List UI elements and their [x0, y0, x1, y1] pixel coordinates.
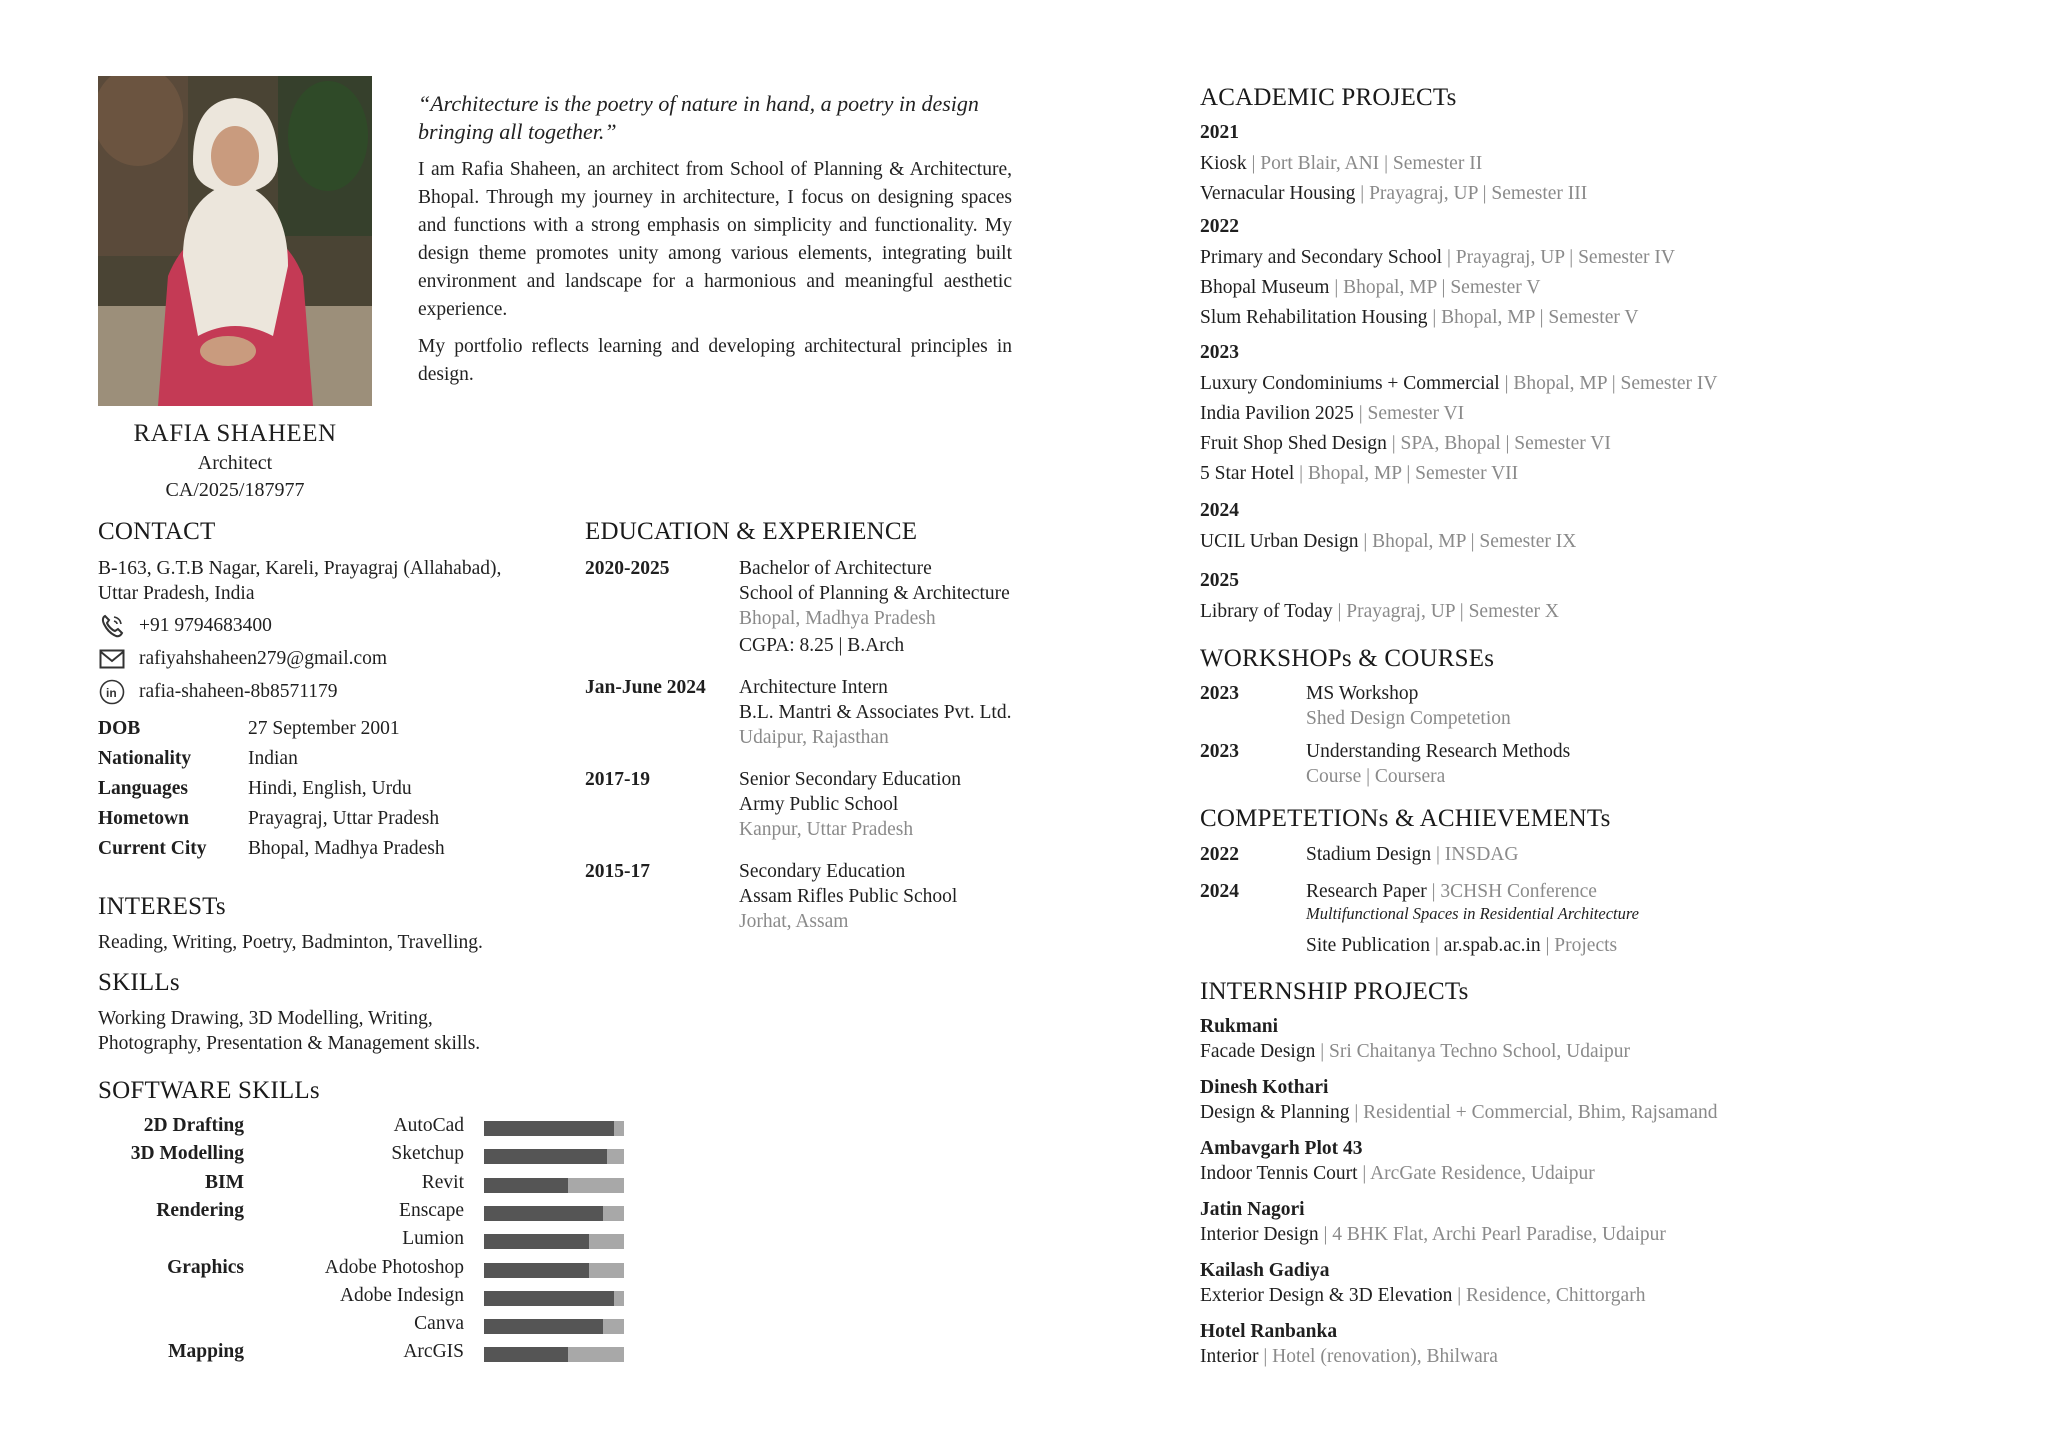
education-title: Bachelor of Architecture — [739, 558, 932, 579]
skill-level-fill — [484, 1121, 614, 1136]
email-row — [98, 642, 387, 675]
education-period: Jan-June 2024 — [585, 677, 706, 698]
education-grade: CGPA: 8.25 | B.Arch — [739, 635, 905, 656]
education-item — [585, 675, 1045, 750]
skill-level-fill — [484, 1319, 603, 1334]
competitions-list — [1200, 842, 1639, 958]
academic-year-2021 — [1200, 120, 1587, 211]
academic-year: 2025 — [1200, 570, 1239, 591]
internship-detail: Residence, Chittorgarh — [1466, 1285, 1646, 1306]
education-title: Architecture Intern — [739, 677, 888, 698]
software-skill-row — [98, 1143, 628, 1171]
linkedin-row — [98, 675, 387, 708]
interests-heading: INTERESTs — [98, 893, 226, 920]
personal-details — [98, 718, 445, 868]
competition-year: 2022 — [1200, 844, 1239, 865]
publication-link[interactable]: ar.spab.ac.in — [1443, 935, 1541, 956]
name-block — [98, 418, 372, 504]
skill-level-fill — [484, 1234, 589, 1249]
workshop-item — [1200, 739, 1570, 789]
linkedin-handle[interactable]: rafia-shaheen-8b8571179 — [139, 681, 338, 702]
linkedin-icon — [98, 679, 126, 705]
internship-detail: Residential + Commercial, Bhim, Rajsamand — [1363, 1102, 1718, 1123]
job-title: Architect — [197, 452, 273, 474]
internship-item: Rukmani Facade Design | Sri Chaitanya Techno School, Udaipur — [1200, 1014, 1718, 1075]
education-location: Kanpur, Uttar Pradesh — [739, 819, 914, 840]
internship-detail: 4 BHK Flat, Archi Pearl Paradise, Udaipur — [1332, 1224, 1666, 1245]
internship-work: Interior — [1200, 1346, 1259, 1367]
skill-level-bar — [484, 1234, 624, 1249]
competition-title: Stadium Design — [1306, 844, 1432, 865]
internship-work: Facade Design — [1200, 1041, 1316, 1062]
workshops-heading: WORKSHOPs & COURSEs — [1200, 645, 1495, 672]
internship-item: Hotel Ranbanka Interior | Hotel (renovation), Bhilwara — [1200, 1319, 1718, 1380]
education-item — [585, 556, 1045, 658]
detail-row — [98, 778, 445, 808]
software-skill-row — [98, 1228, 628, 1256]
skill-level-fill — [484, 1149, 607, 1164]
email-address[interactable]: rafiyahshaheen279@gmail.com — [139, 648, 388, 669]
education-title: Secondary Education — [739, 861, 906, 882]
internship-item: Dinesh Kothari Design & Planning | Residential + Commercial, Bhim, Rajsamand — [1200, 1077, 1718, 1123]
internship-heading: INTERNSHIP PROJECTs — [1200, 978, 1469, 1005]
academic-year: 2022 — [1200, 216, 1239, 237]
contact-heading: CONTACT — [98, 518, 216, 545]
academic-project: Bhopal Museum | Bhopal, MP | Semester V — [1200, 277, 1541, 298]
software-tool: Revit — [421, 1171, 464, 1193]
software-tool: Sketchup — [391, 1143, 464, 1165]
software-tool: AutoCad — [393, 1115, 464, 1136]
phone-number[interactable]: +91 9794683400 — [139, 615, 272, 636]
internship-work: Indoor Tennis Court — [1200, 1163, 1358, 1184]
skill-level-fill — [484, 1206, 603, 1221]
skill-level-fill — [484, 1263, 589, 1278]
education-institution: School of Planning & Architecture — [739, 583, 1010, 604]
competition-year: 2024 — [1200, 881, 1239, 902]
quote: “Architecture is the poetry of nature in hand, a poetry in design bringing all together.” — [418, 91, 979, 144]
registration-number: CA/2025/187977 — [165, 479, 305, 501]
bio-paragraph: My portfolio reflects learning and developing architectural principles in design. — [418, 336, 1012, 385]
academic-year-2022 — [1200, 214, 1675, 335]
competitions-heading: COMPETETIONs & ACHIEVEMENTs — [1200, 805, 1611, 832]
academic-project: 5 Star Hotel | Bhopal, MP | Semester VII — [1200, 463, 1519, 484]
academic-project: Slum Rehabilitation Housing | Bhopal, MP | Semester V — [1200, 307, 1639, 328]
mail-icon — [98, 646, 126, 672]
bio — [418, 156, 1012, 398]
skill-level-bar — [484, 1149, 624, 1164]
education-institution: B.L. Mantri & Associates Pvt. Ltd. — [739, 702, 1012, 723]
software-tool: Lumion — [402, 1228, 464, 1250]
education-item — [585, 767, 1045, 842]
contact-list — [98, 609, 387, 708]
internship-item: Jatin Nagori Interior Design | 4 BHK Flat, Archi Pearl Paradise, Udaipur — [1200, 1197, 1718, 1258]
competition-item: 2022 Stadium Design | INSDAG — [1200, 844, 1519, 865]
address — [98, 556, 568, 606]
education-institution: Army Public School — [739, 794, 899, 815]
academic-project: UCIL Urban Design | Bhopal, MP | Semester IX — [1200, 531, 1577, 552]
workshop-detail: Shed Design Competetion — [1306, 708, 1511, 729]
education-period: 2015-17 — [585, 861, 650, 882]
full-name: RAFIA SHAHEEN — [133, 420, 337, 447]
internship-item: Kailash Gadiya Exterior Design & 3D Elevation | Residence, Chittorgarh — [1200, 1258, 1718, 1319]
detail-row — [98, 838, 445, 868]
skills-line: Working Drawing, 3D Modelling, Writing, — [98, 1008, 433, 1029]
detail-label: DOB — [98, 718, 141, 739]
phone-row — [98, 609, 387, 642]
detail-value: Prayagraj, Uttar Pradesh — [248, 808, 440, 829]
software-heading: SOFTWARE SKILLs — [98, 1077, 320, 1104]
paper-title: Multifunctional Spaces in Residential Architecture — [1306, 904, 1639, 923]
education-title: Senior Secondary Education — [739, 769, 962, 790]
detail-label: Current City — [98, 838, 207, 859]
software-skill-row — [98, 1200, 628, 1228]
detail-label: Nationality — [98, 748, 192, 769]
software-category: 3D Modelling — [130, 1143, 244, 1165]
software-skill-row — [98, 1115, 628, 1143]
detail-value: Indian — [248, 748, 298, 769]
interests-text: Reading, Writing, Poetry, Badminton, Travelling. — [98, 932, 483, 953]
academic-project: Luxury Condominiums + Commercial | Bhopal, MP | Semester IV — [1200, 373, 1718, 394]
academic-project: India Pavilion 2025 | Semester VI — [1200, 403, 1465, 424]
internship-detail: ArcGate Residence, Udaipur — [1370, 1163, 1595, 1184]
software-category: Rendering — [156, 1199, 244, 1221]
academic-year-2025 — [1200, 568, 1559, 629]
workshop-title: MS Workshop — [1306, 683, 1419, 704]
workshop-title: Understanding Research Methods — [1306, 741, 1571, 762]
profile-photo — [98, 76, 372, 406]
skill-level-fill — [484, 1347, 568, 1362]
internship-list — [1200, 1014, 1718, 1380]
academic-heading: ACADEMIC PROJECTs — [1200, 84, 1457, 111]
detail-value: 27 September 2001 — [248, 718, 400, 739]
workshop-year: 2023 — [1200, 683, 1239, 704]
competition-org: INSDAG — [1444, 844, 1519, 865]
education-list — [585, 556, 1045, 951]
workshops-list — [1200, 681, 1570, 789]
internship-client: Dinesh Kothari — [1200, 1077, 1329, 1098]
internship-work: Exterior Design & 3D Elevation — [1200, 1285, 1453, 1306]
academic-project: Fruit Shop Shed Design | SPA, Bhopal | Semester VI — [1200, 433, 1611, 454]
software-skill-row — [98, 1172, 628, 1200]
skills-text — [98, 1006, 480, 1056]
internship-client: Hotel Ranbanka — [1200, 1321, 1338, 1342]
workshop-detail: Course | Coursera — [1306, 766, 1446, 787]
internship-client: Kailash Gadiya — [1200, 1260, 1330, 1281]
skill-level-bar — [484, 1347, 624, 1362]
software-skill-row — [98, 1257, 628, 1285]
detail-row — [98, 808, 445, 838]
software-tool: Enscape — [399, 1199, 464, 1221]
software-skill-row — [98, 1341, 628, 1369]
education-location: Udaipur, Rajasthan — [739, 727, 889, 748]
software-category: BIM — [205, 1171, 244, 1193]
skill-level-bar — [484, 1121, 624, 1136]
skill-level-fill — [484, 1291, 614, 1306]
competition-item: 2024 Research Paper | 3CHSH Conference Multifunctional Spaces in Residential Architecture Site Publication | ar.spab.ac.in | Projects — [1200, 881, 1639, 956]
phone-icon — [98, 613, 126, 639]
internship-work: Interior Design — [1200, 1224, 1319, 1245]
software-tool: ArcGIS — [403, 1341, 464, 1363]
academic-project: Library of Today | Prayagraj, UP | Semester X — [1200, 601, 1559, 622]
bio-paragraph: I am Rafia Shaheen, an architect from School of Planning & Architecture, Bhopal. Through my journey in architecture, I focus on designing spaces and functions with a strong emphasis on simplicity and functionality. My design theme promotes unity among various elements, integrating built environment and landscape for a harmonious and meaningful aesthetic experience. — [418, 159, 1012, 320]
internship-client: Ambavgarh Plot 43 — [1200, 1138, 1363, 1159]
software-category: Mapping — [168, 1341, 244, 1363]
skill-level-bar — [484, 1206, 624, 1221]
software-category: 2D Drafting — [143, 1115, 244, 1136]
education-institution: Assam Rifles Public School — [739, 886, 958, 907]
detail-label: Hometown — [98, 808, 189, 829]
detail-label: Languages — [98, 778, 188, 799]
internship-detail: Hotel (renovation), Bhilwara — [1272, 1346, 1498, 1367]
skills-heading: SKILLs — [98, 969, 180, 996]
competition-org: 3CHSH Conference — [1440, 881, 1597, 902]
detail-row — [98, 718, 445, 748]
academic-project: Vernacular Housing | Prayagraj, UP | Semester III — [1200, 183, 1588, 204]
svg-text:in: in — [106, 685, 117, 700]
internship-client: Rukmani — [1200, 1016, 1279, 1037]
internship-client: Jatin Nagori — [1200, 1199, 1305, 1220]
address-line: B-163, G.T.B Nagar, Kareli, Prayagraj (Allahabad), — [98, 558, 502, 579]
academic-year: 2024 — [1200, 500, 1239, 521]
education-heading: EDUCATION & EXPERIENCE — [585, 518, 918, 545]
publication-section: Projects — [1554, 935, 1618, 956]
workshop-item — [1200, 681, 1570, 731]
education-period: 2017-19 — [585, 769, 650, 790]
software-tool: Adobe Photoshop — [324, 1256, 464, 1278]
software-tool: Canva — [414, 1313, 464, 1335]
academic-project: Primary and Secondary School | Prayagraj, UP | Semester IV — [1200, 247, 1675, 268]
internship-work: Design & Planning — [1200, 1102, 1350, 1123]
education-item — [585, 859, 1045, 934]
education-period: 2020-2025 — [585, 558, 670, 579]
academic-year: 2023 — [1200, 342, 1239, 363]
academic-project: Kiosk | Port Blair, ANI | Semester II — [1200, 153, 1483, 174]
education-location: Jorhat, Assam — [739, 911, 849, 932]
software-category: Graphics — [167, 1256, 244, 1278]
education-location: Bhopal, Madhya Pradesh — [739, 608, 936, 629]
internship-detail: Sri Chaitanya Techno School, Udaipur — [1329, 1041, 1631, 1062]
skill-level-bar — [484, 1319, 624, 1334]
academic-year-2023 — [1200, 340, 1717, 491]
skill-level-fill — [484, 1178, 568, 1193]
academic-year-2024 — [1200, 498, 1576, 559]
address-line: Uttar Pradesh, India — [98, 583, 255, 604]
detail-row — [98, 748, 445, 778]
skills-line: Photography, Presentation & Management skills. — [98, 1033, 481, 1054]
skill-level-bar — [484, 1291, 624, 1306]
detail-value: Hindi, English, Urdu — [248, 778, 412, 799]
workshop-year: 2023 — [1200, 741, 1239, 762]
academic-year: 2021 — [1200, 122, 1239, 143]
software-skill-row — [98, 1285, 628, 1313]
internship-item: Ambavgarh Plot 43 Indoor Tennis Court | ArcGate Residence, Udaipur — [1200, 1136, 1718, 1197]
software-tool: Adobe Indesign — [339, 1284, 464, 1306]
competition-title: Research Paper — [1306, 881, 1427, 902]
software-skill-row — [98, 1313, 628, 1341]
skill-level-bar — [484, 1263, 624, 1278]
detail-value: Bhopal, Madhya Pradesh — [248, 838, 445, 859]
publication-title: Site Publication — [1306, 935, 1431, 956]
skill-level-bar — [484, 1178, 624, 1193]
